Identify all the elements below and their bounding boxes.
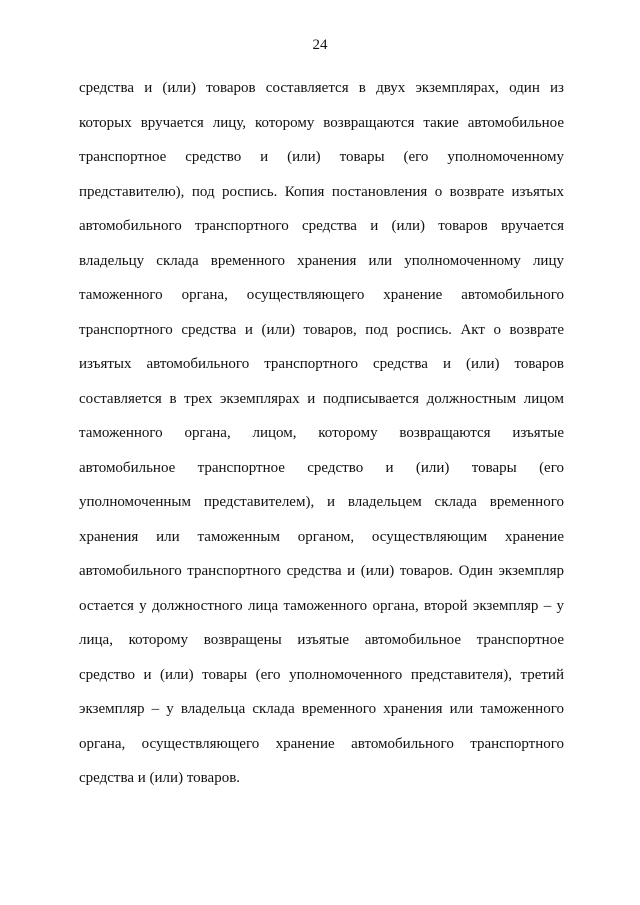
text-line: остается у должностного лица таможенного органа, второй экземпляр – у	[79, 597, 564, 614]
text-line: составляется в трех экземплярах и подписывается должностным лицом	[79, 390, 564, 407]
text-line: средства и (или) товаров составляется в двух экземплярах, один из	[79, 80, 564, 96]
text-line: средство и (или) товары (его уполномоченного представителя), третий	[79, 666, 564, 683]
page-number: 24	[312, 37, 328, 53]
text-line: уполномоченным представителем), и владельцем склада временного	[79, 494, 564, 510]
text-line: изъятых автомобильного транспортного средства и (или) товаров	[79, 356, 564, 372]
text-line: которых вручается лицу, которому возвращаются такие автомобильное	[79, 114, 564, 131]
text-line: транспортного средства и (или) товаров, под роспись. Акт о возврате	[79, 321, 564, 338]
text-line: лица, которому возвращены изъятые автомобильное транспортное	[79, 632, 564, 648]
text-line: автомобильное транспортное средство и (или) товары (его	[79, 459, 564, 476]
text-line: средства и (или) товаров.	[79, 770, 241, 786]
text-line: владельцу склада временного хранения или уполномоченному лицу	[79, 252, 564, 269]
text-line: таможенного органа, лицом, которому возвращаются изъятые	[79, 425, 564, 441]
text-line: экземпляр – у владельца склада временного хранения или таможенного	[79, 701, 564, 717]
text-line: автомобильного транспортного средства и (или) товаров. Один экземпляр	[79, 563, 564, 579]
body-paragraph	[79, 71, 564, 796]
text-line: автомобильного транспортного средства и (или) товаров вручается	[79, 218, 564, 234]
text-line: хранения или таможенным органом, осуществляющим хранение	[79, 528, 564, 545]
text-line: таможенного органа, осуществляющего хранение автомобильного	[79, 287, 564, 303]
text-line: органа, осуществляющего хранение автомобильного транспортного	[79, 735, 564, 752]
text-line: представителю), под роспись. Копия постановления о возврате изъятых	[79, 183, 564, 200]
text-line: транспортное средство и (или) товары (его уполномоченному	[79, 149, 564, 165]
